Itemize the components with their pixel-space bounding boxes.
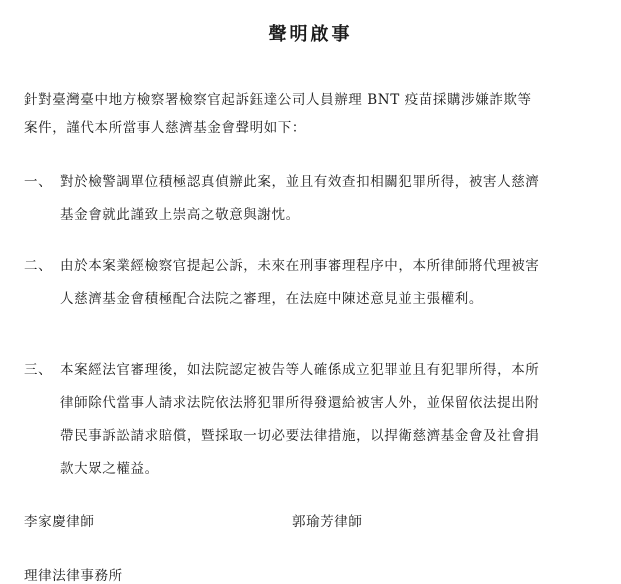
- signature-lawyer-1: 李家慶律師: [24, 514, 95, 530]
- law-firm-name: 理律法律事務所: [24, 568, 123, 584]
- item-number: 三、: [24, 362, 53, 378]
- item-number: 二、: [24, 258, 53, 274]
- statement-item-1: [24, 166, 564, 232]
- signature-lawyer-2: 郭瑜芳律師: [292, 514, 363, 530]
- page-title: 聲明啟事: [268, 24, 353, 45]
- item-text: 對於檢警調單位積極認真偵辦此案，並且有效查扣相關犯罪所得，被害人慈濟基金會就此謹致上崇高之敬意與謝忱。: [60, 174, 540, 223]
- item-text: 本案經法官審理後，如法院認定被告等人確係成立犯罪並且有犯罪所得，本所律師除代當事人請求法院依法將犯罪所得發還給被害人外，並保留依法提出附帶民事訴訟請求賠償，暨採取一切必要法律措施，以捍衛慈濟基金會及社會捐款大眾之權益。: [60, 362, 540, 477]
- intro-paragraph: 針對臺灣臺中地方檢察署檢察官起訴鈺達公司人員辦理 BNT 疫苗採購涉嫌詐欺等案件，謹代本所當事人慈濟基金會聲明如下：: [24, 92, 532, 136]
- item-text: 由於本案業經檢察官提起公訴，未來在刑事審理程序中，本所律師將代理被害人慈濟基金會積極配合法院之審理，在法庭中陳述意見並主張權利。: [60, 258, 540, 307]
- item-number: 一、: [24, 174, 53, 190]
- statement-item-3: [24, 354, 564, 486]
- statement-item-2: [24, 250, 564, 316]
